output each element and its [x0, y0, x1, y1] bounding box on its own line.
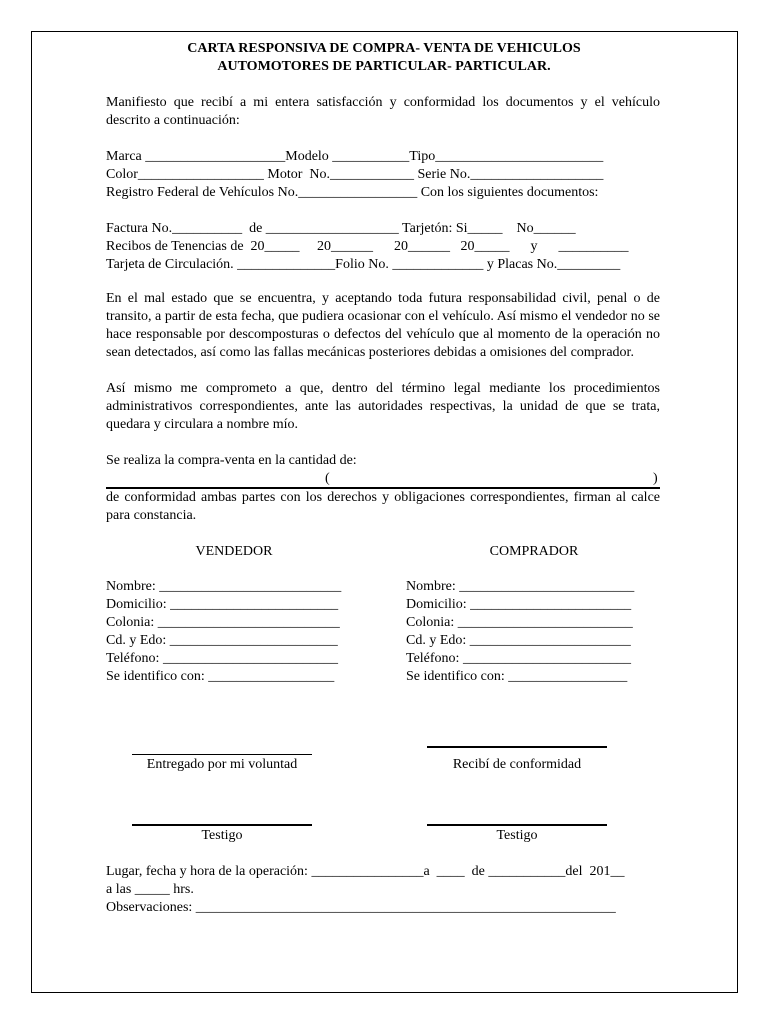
witness-right-caption: Testigo	[496, 828, 538, 843]
seller-id-field: Se identifico con: __________________	[106, 669, 335, 684]
operation-place-date-line: Lugar, fecha y hora de la operación: ________________a ____ de ___________del 201__	[106, 864, 625, 879]
witness-left-caption: Testigo	[201, 828, 243, 843]
buyer-city-state-field: Cd. y Edo: _______________________	[406, 633, 631, 648]
buyer-name-field: Nombre: _________________________	[406, 579, 635, 594]
vehicle-registry-line: Registro Federal de Vehículos No._________________ Con los siguientes documentos:	[106, 185, 599, 200]
operation-time-line: a las _____ hrs.	[106, 882, 194, 897]
intro-paragraph: Manifiesto que recibí a mi entera satisfacción y conformidad los documentos y el vehículo descrito a continuación:	[106, 95, 660, 128]
amount-line	[106, 470, 660, 489]
documents-circulation-line: Tarjeta de Circulación. ______________Folio No. _____________ y Placas No._________	[106, 257, 621, 272]
seller-city-state-field: Cd. y Edo: ________________________	[106, 633, 338, 648]
documents-invoice-line: Factura No.__________ de ___________________ Tarjetón: Si_____ No______	[106, 221, 576, 236]
document-title-line-2: AUTOMOTORES DE PARTICULAR- PARTICULAR.	[217, 59, 551, 74]
seller-signature-caption: Entregado por mi voluntad	[146, 757, 298, 772]
responsibility-paragraph: En el mal estado que se encuentra, y aceptando toda futura responsabilidad civil, penal o de transito, a partir de esta fecha, que pudiera ocasionar con el vehículo. Así mismo el vendedor no se hace responsable por descomposturas o defectos del vehículo que al momento de la operación no sean detectados, así como las fallas mecánicas posteriores debidas a omisiones del comprador.	[106, 291, 660, 360]
seller-colony-field: Colonia: __________________________	[106, 615, 340, 630]
commitment-paragraph: Así mismo me comprometo a que, dentro del término legal mediante los procedimientos administrativos correspondientes, ante las autoridades respectivas, la unidad de que se trata, quedara y circulara a nombre mío.	[106, 381, 660, 432]
seller-heading: VENDEDOR	[195, 544, 273, 559]
seller-name-field: Nombre: __________________________	[106, 579, 342, 594]
buyer-signature-caption: Recibí de conformidad	[452, 757, 582, 772]
observations-line: Observaciones: ____________________________________________________________	[106, 900, 616, 915]
amount-label: Se realiza la compra-venta en la cantidad de:	[106, 453, 357, 468]
buyer-phone-field: Teléfono: ________________________	[406, 651, 631, 666]
vehicle-brand-model-type: Marca ____________________Modelo ___________Tipo________________________	[106, 149, 604, 164]
seller-signature-line	[132, 754, 312, 755]
buyer-signature-line	[427, 746, 607, 748]
buyer-address-field: Domicilio: _______________________	[406, 597, 632, 612]
amount-open-paren: (	[325, 471, 330, 486]
conformity-paragraph: de conformidad ambas partes con los derechos y obligaciones correspondientes, firman al calce para constancia.	[106, 490, 660, 523]
vehicle-color-motor-serial: Color__________________ Motor No.____________ Serie No.___________________	[106, 167, 604, 182]
buyer-id-field: Se identifico con: _________________	[406, 669, 628, 684]
seller-address-field: Domicilio: ________________________	[106, 597, 339, 612]
buyer-heading: COMPRADOR	[489, 544, 579, 559]
document-title-line-1: CARTA RESPONSIVA DE COMPRA- VENTA DE VEHICULOS	[187, 41, 581, 56]
buyer-colony-field: Colonia: _________________________	[406, 615, 633, 630]
seller-phone-field: Teléfono: _________________________	[106, 651, 338, 666]
witness-left-signature-line	[132, 824, 312, 826]
amount-close-paren: )	[653, 471, 658, 486]
witness-right-signature-line	[427, 824, 607, 826]
documents-tenencias-line: Recibos de Tenencias de 20_____ 20______ 20______ 20_____ y __________	[106, 239, 629, 254]
